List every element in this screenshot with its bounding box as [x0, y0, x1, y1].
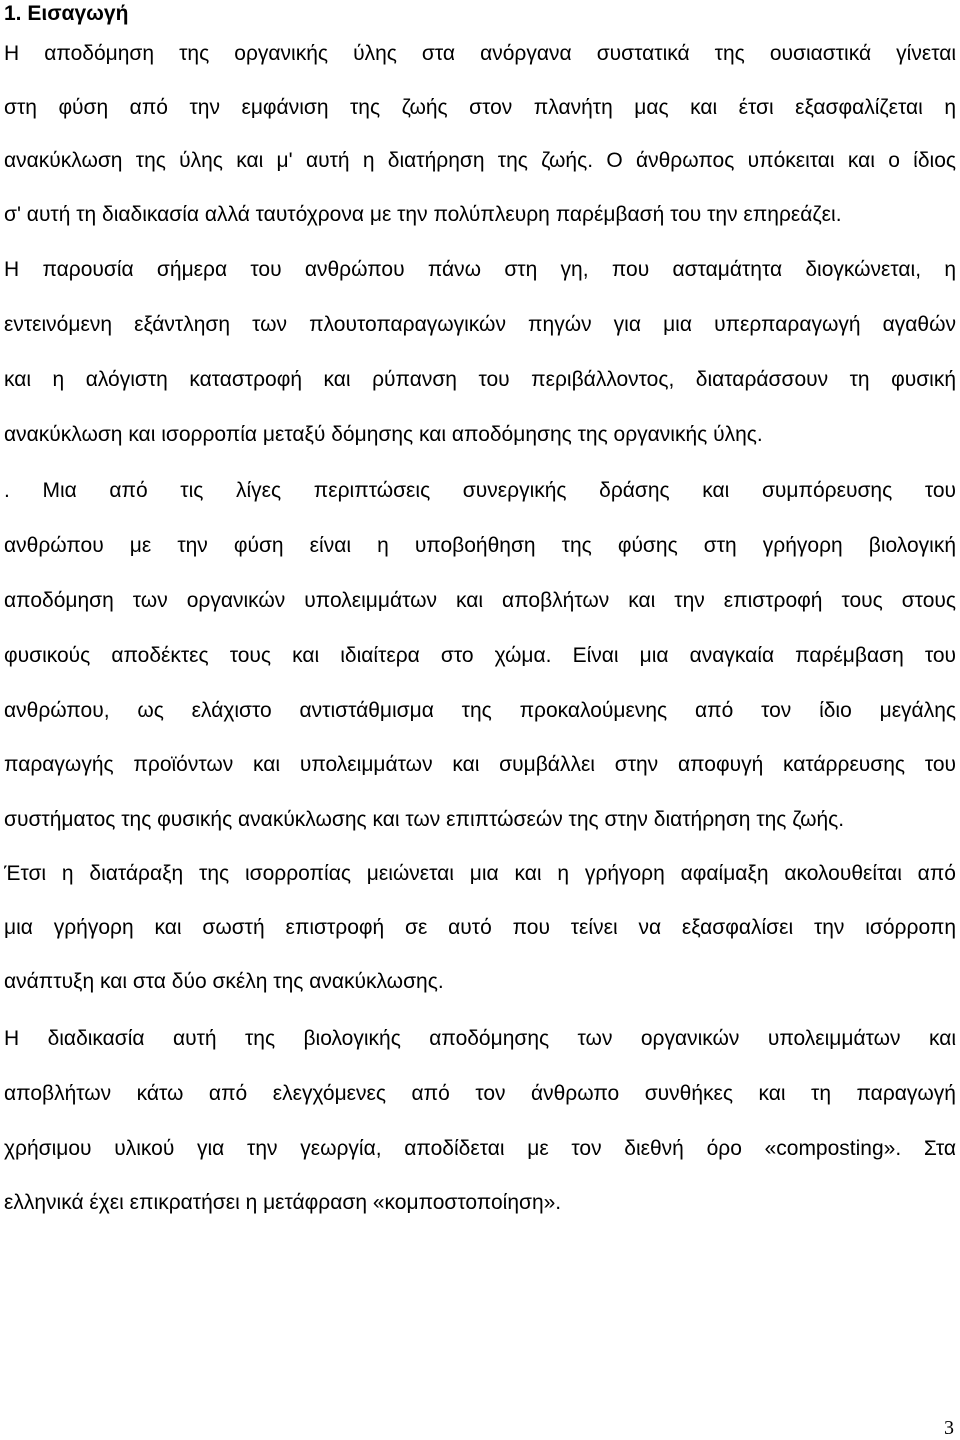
text-line: αποδόμηση των οργανικών υπολειμμάτων και αποβλήτων και την επιστροφή τους στους [4, 589, 956, 612]
text-line: Η παρουσία σήμερα του ανθρώπου πάνω στη γη, που ασταμάτητα διογκώνεται, η [4, 258, 956, 281]
text-line: χρήσιμου υλικού για την γεωργία, αποδίδεται με τον διεθνή όρο «composting». Στα [4, 1137, 956, 1160]
page-number: 3 [944, 1417, 954, 1439]
text-line: φυσικούς αποδέκτες τους και ιδιαίτερα στο χώμα. Είναι μια αναγκαία παρέμβαση του [4, 644, 956, 667]
text-line: αποβλήτων κάτω από ελεγχόμενες από τον άνθρωπο συνθήκες και τη παραγωγή [4, 1082, 956, 1105]
text-line: και η αλόγιστη καταστροφή και ρύπανση του περιβάλλοντος, διαταράσσουν τη φυσική [4, 368, 956, 391]
text-line: . Μια από τις λίγες περιπτώσεις συνεργικής δράσης και συμπόρευσης του [4, 479, 956, 502]
text-line: ανακύκλωση και ισορροπία μεταξύ δόμησης και αποδόμησης της οργανικής ύλης. [4, 423, 763, 446]
section-heading: 1. Εισαγωγή [4, 2, 129, 25]
text-line: ανθρώπου, ως ελάχιστο αντιστάθμισμα της προκαλούμενης από τον ίδιο μεγάλης [4, 699, 956, 722]
text-line: εντεινόμενη εξάντληση των πλουτοπαραγωγικών πηγών για μια υπερπαραγωγή αγαθών [4, 313, 956, 336]
text-line: Έτσι η διατάραξη της ισορροπίας μειώνεται μια και η γρήγορη αφαίμαξη ακολουθείται από [4, 862, 956, 885]
text-line: παραγωγής προϊόντων και υπολειμμάτων και συμβάλλει στην αποφυγή κατάρρευσης του [4, 753, 956, 776]
text-line: συστήματος της φυσικής ανακύκλωσης και των επιπτώσεών της στην διατήρηση της ζωής. [4, 808, 845, 831]
text-line: ανθρώπου με την φύση είναι η υποβοήθηση της φύσης στη γρήγορη βιολογική [4, 534, 956, 557]
text-line: μια γρήγορη και σωστή επιστροφή σε αυτό που τείνει να εξασφαλίσει την ισόρροπη [4, 916, 956, 939]
text-line: ανάπτυξη και στα δύο σκέλη της ανακύκλωσης. [4, 970, 444, 993]
text-line: ανακύκλωση της ύλης και μ' αυτή η διατήρηση της ζωής. Ο άνθρωπος υπόκειται και ο ίδιος [4, 149, 956, 172]
text-line: Η διαδικασία αυτή της βιολογικής αποδόμησης των οργανικών υπολειμμάτων και [4, 1027, 956, 1050]
text-line: Η αποδόμηση της οργανικής ύλης στα ανόργανα συστατικά της ουσιαστικά γίνεται [4, 42, 956, 65]
text-line: σ' αυτή τη διαδικασία αλλά ταυτόχρονα με την πολύπλευρη παρέμβασή του την επηρεάζει. [4, 203, 842, 226]
text-line: ελληνικά έχει επικρατήσει η μετάφραση «κομποστοποίηση». [4, 1191, 562, 1214]
text-line: στη φύση από την εμφάνιση της ζωής στον πλανήτη μας και έτσι εξασφαλίζεται η [4, 96, 956, 119]
